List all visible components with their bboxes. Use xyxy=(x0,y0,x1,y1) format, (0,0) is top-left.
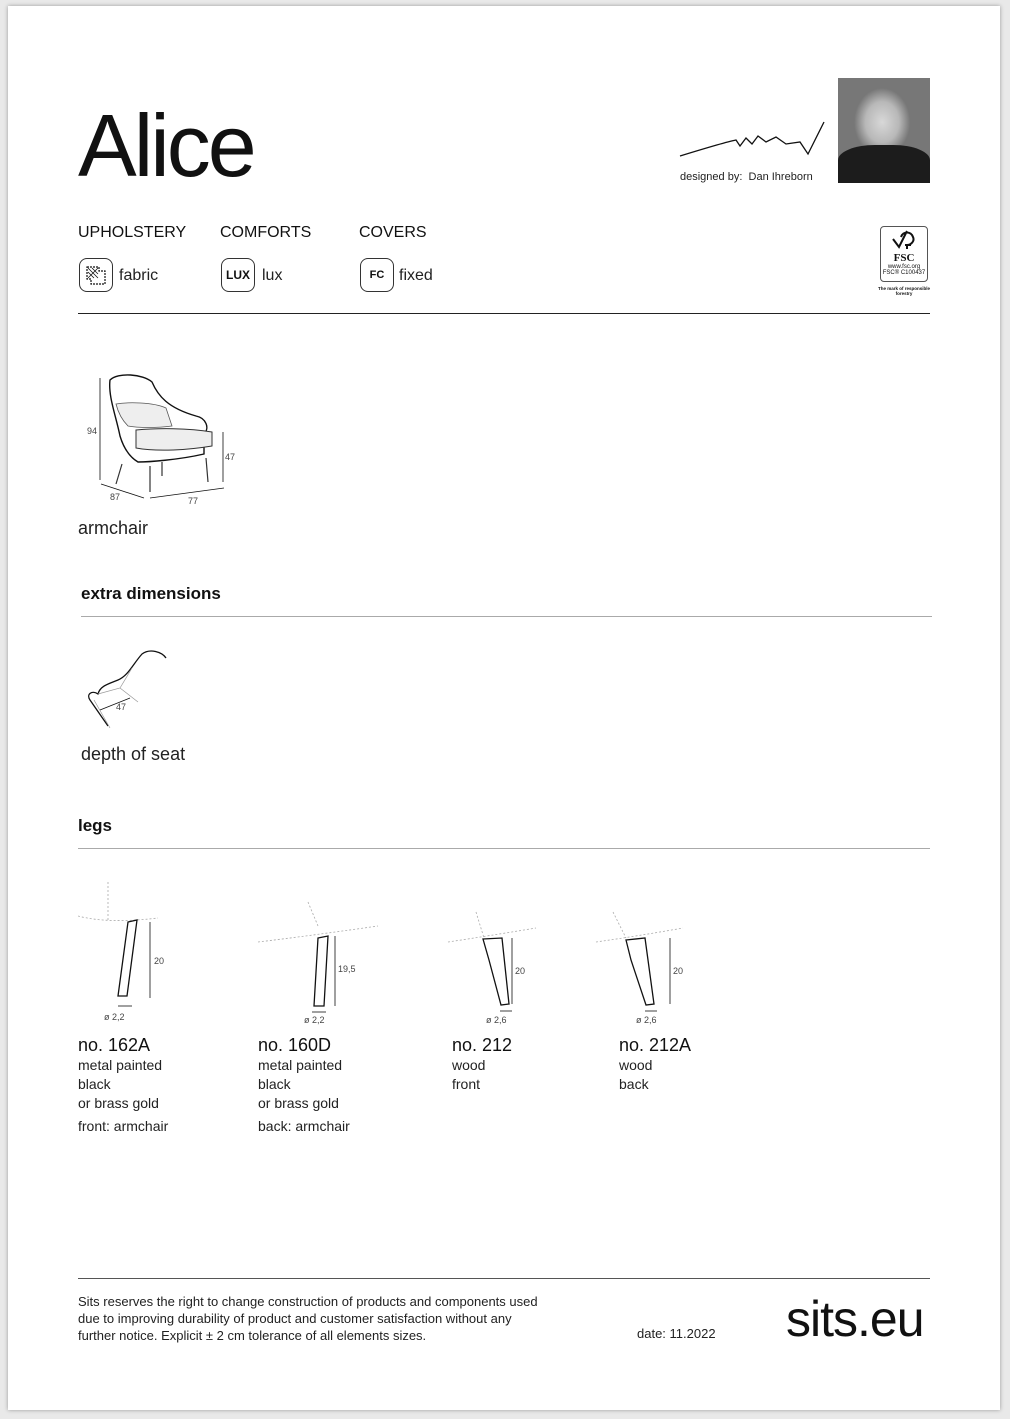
legs-divider xyxy=(78,848,930,849)
designer-photo xyxy=(838,78,930,183)
disclaimer xyxy=(78,1293,598,1344)
leg-212-drawing xyxy=(438,896,548,1031)
leg-212a-drawing xyxy=(588,896,698,1031)
leg-162a-info xyxy=(78,1035,168,1136)
designer-name: Dan Ihreborn xyxy=(748,171,813,183)
seat-depth-drawing xyxy=(78,636,208,736)
leg-usage: back: armchair xyxy=(258,1118,350,1134)
extra-dimensions-heading: extra dimensions xyxy=(81,584,221,603)
seat-depth-label: depth of seat xyxy=(81,744,186,764)
leg-number: no. 160D xyxy=(258,1035,332,1055)
comforts-value: lux xyxy=(262,267,283,284)
product-name: armchair xyxy=(78,518,149,538)
footer-divider xyxy=(78,1278,930,1279)
designer-credit xyxy=(680,171,813,183)
leg-position: front xyxy=(452,1076,481,1092)
depth-dimension: 87 xyxy=(110,492,121,502)
leg-color-alt: or brass gold xyxy=(78,1095,159,1111)
leg-height: 20 xyxy=(154,956,165,966)
leg-height: 19,5 xyxy=(338,964,356,974)
leg-162a-drawing xyxy=(78,882,198,1027)
leg-material: metal painted xyxy=(258,1057,343,1073)
product-title: Alice xyxy=(78,96,254,195)
leg-diameter: ø 2,2 xyxy=(104,1012,125,1022)
fsc-tagline: The mark of responsible forestry xyxy=(877,286,930,296)
disclaimer-line: Sits reserves the right to change construction of products and components used xyxy=(78,1294,538,1309)
document-date: date: 11.2022 xyxy=(637,1326,716,1341)
upholstery-value: fabric xyxy=(119,267,159,284)
leg-position: back xyxy=(619,1076,649,1092)
lux-badge: LUX xyxy=(221,258,255,292)
leg-160d-info xyxy=(258,1035,350,1136)
leg-212a-info xyxy=(619,1035,691,1094)
header-divider xyxy=(78,313,930,314)
leg-usage: front: armchair xyxy=(78,1118,169,1134)
leg-height: 20 xyxy=(673,966,684,976)
comforts-heading: COMFORTS xyxy=(220,224,312,241)
leg-diameter: ø 2,6 xyxy=(486,1015,507,1025)
brand-logo: sits.eu xyxy=(786,1291,924,1347)
tree-checkmark-icon xyxy=(889,227,919,251)
seat-height-dimension: 47 xyxy=(225,452,236,462)
upholstery-heading: UPHOLSTERY xyxy=(78,224,187,241)
designer-label: designed by: xyxy=(680,171,743,183)
disclaimer-line: further notice. Explicit ± 2 cm tolerance of all elements sizes. xyxy=(78,1328,427,1343)
leg-diameter: ø 2,2 xyxy=(304,1015,325,1025)
fsc-code: FSC® C100437 xyxy=(882,270,926,276)
leg-number: no. 212 xyxy=(452,1035,513,1055)
leg-160d-drawing xyxy=(258,896,388,1031)
covers-value: fixed xyxy=(399,267,433,284)
designer-signature xyxy=(676,118,826,163)
extra-dimensions-divider xyxy=(81,616,932,617)
spec-sheet-page xyxy=(8,6,1000,1410)
height-dimension: 94 xyxy=(87,426,98,436)
covers-heading: COVERS xyxy=(359,224,427,241)
fc-badge: FC xyxy=(360,258,394,292)
fabric-icon xyxy=(79,258,113,292)
leg-212-info xyxy=(452,1035,512,1094)
width-dimension: 77 xyxy=(188,496,199,506)
fsc-wordmark: FSC xyxy=(893,252,915,264)
leg-diameter: ø 2,6 xyxy=(636,1015,657,1025)
leg-height: 20 xyxy=(515,966,526,976)
disclaimer-line: due to improving durability of product and customer satisfaction without any xyxy=(78,1311,512,1326)
fsc-url: www.fsc.org xyxy=(887,264,921,270)
leg-number: no. 162A xyxy=(78,1035,151,1055)
leg-color: black xyxy=(78,1076,111,1092)
leg-color-alt: or brass gold xyxy=(258,1095,339,1111)
leg-material: wood xyxy=(452,1057,486,1073)
leg-material: wood xyxy=(619,1057,653,1073)
legs-heading: legs xyxy=(78,816,113,835)
armchair-drawing xyxy=(78,366,248,506)
leg-color: black xyxy=(258,1076,291,1092)
leg-material: metal painted xyxy=(78,1057,163,1073)
seat-depth-value: 47 xyxy=(116,702,127,712)
leg-number: no. 212A xyxy=(619,1035,692,1055)
fsc-logo xyxy=(880,226,928,282)
